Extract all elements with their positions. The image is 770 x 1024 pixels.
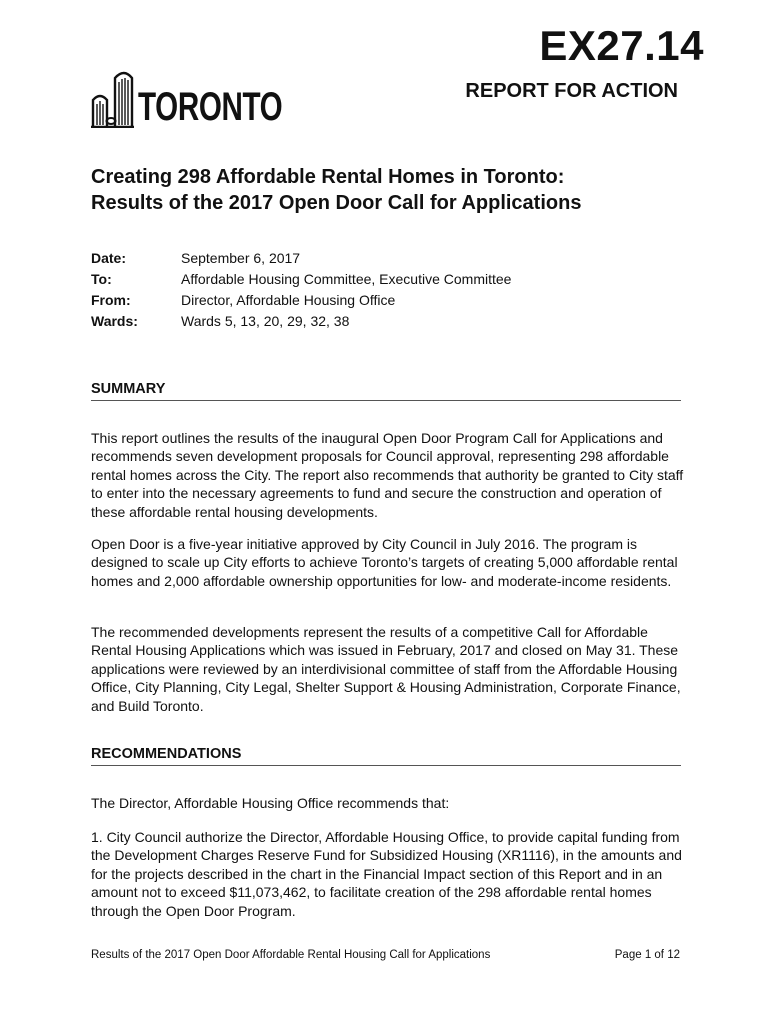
meta-label: Wards: — [91, 313, 138, 329]
page-number: Page 1 of 12 — [614, 949, 680, 961]
city-hall-icon — [90, 70, 134, 128]
recommendations-intro: The Director, Affordable Housing Office recommends that: — [91, 795, 450, 811]
summary-paragraph-1: This report outlines the results of the inaugural Open Door Program Call for Applications and recommends seven development proposals for Council approval, representing 298 affordable rental homes across the City. The report also recommends that authority be granted to City staff to enter into the necessary agreements to fund and secure the construction and operation of these affordable rental housing developments. — [91, 430, 684, 520]
title-line-2: Results of the 2017 Open Door Call for Applications — [91, 192, 582, 214]
meta-row-wards — [91, 311, 511, 332]
meta-value: September 6, 2017 — [181, 250, 301, 266]
report-meta — [91, 248, 511, 332]
item-number: EX27.14 — [539, 22, 704, 69]
summary-paragraph-2: Open Door is a five-year initiative approved by City Council in July 2016. The program is designed to scale up City efforts to achieve Toronto’s targets of creating 5,000 affordable rental homes and 2,000 affordable ownership opportunities for low- and moderate-income residents. — [91, 536, 678, 589]
meta-value: Affordable Housing Committee, Executive Committee — [181, 271, 512, 287]
meta-value: Director, Affordable Housing Office — [181, 292, 396, 308]
meta-row-to — [91, 269, 511, 290]
recommendations-heading: RECOMMENDATIONS — [91, 746, 681, 766]
meta-value: Wards 5, 13, 20, 29, 32, 38 — [181, 313, 350, 329]
meta-label: To: — [91, 271, 112, 287]
footer-title: Results of the 2017 Open Door Affordable Rental Housing Call for Applications — [91, 949, 491, 961]
meta-row-from — [91, 290, 511, 311]
meta-label: Date: — [91, 250, 127, 266]
logo-wordmark: TORONTO — [138, 85, 283, 129]
meta-label: From: — [91, 292, 131, 308]
recommendation-item-1: 1. City Council authorize the Director, Affordable Housing Office, to provide capital funding from the Development Charges Reserve Fund for Subsidized Housing (XR1116), in the amounts and for the projects described in the chart in the Financial Impact section of this Report and in an amount not to exceed $11,073,462, to facilitate creation of the 298 affordable rental homes through the Open Door Program. — [91, 829, 682, 919]
toronto-logo — [90, 68, 333, 128]
page-title — [91, 164, 691, 216]
meta-row-date — [91, 248, 511, 269]
summary-heading: SUMMARY — [91, 381, 681, 401]
summary-paragraph-3: The recommended developments represent the results of a competitive Call for Affordable Rental Housing Applications which was issued in February, 2017 and closed on May 31. These applications were reviewed by an interdivisional committee of staff from the Affordable Housing Office, City Planning, City Legal, Shelter Support & Housing Administration, Corporate Finance, and Build Toronto. — [91, 624, 681, 714]
report-type: REPORT FOR ACTION — [465, 80, 678, 102]
title-line-1: Creating 298 Affordable Rental Homes in Toronto: — [91, 166, 565, 188]
